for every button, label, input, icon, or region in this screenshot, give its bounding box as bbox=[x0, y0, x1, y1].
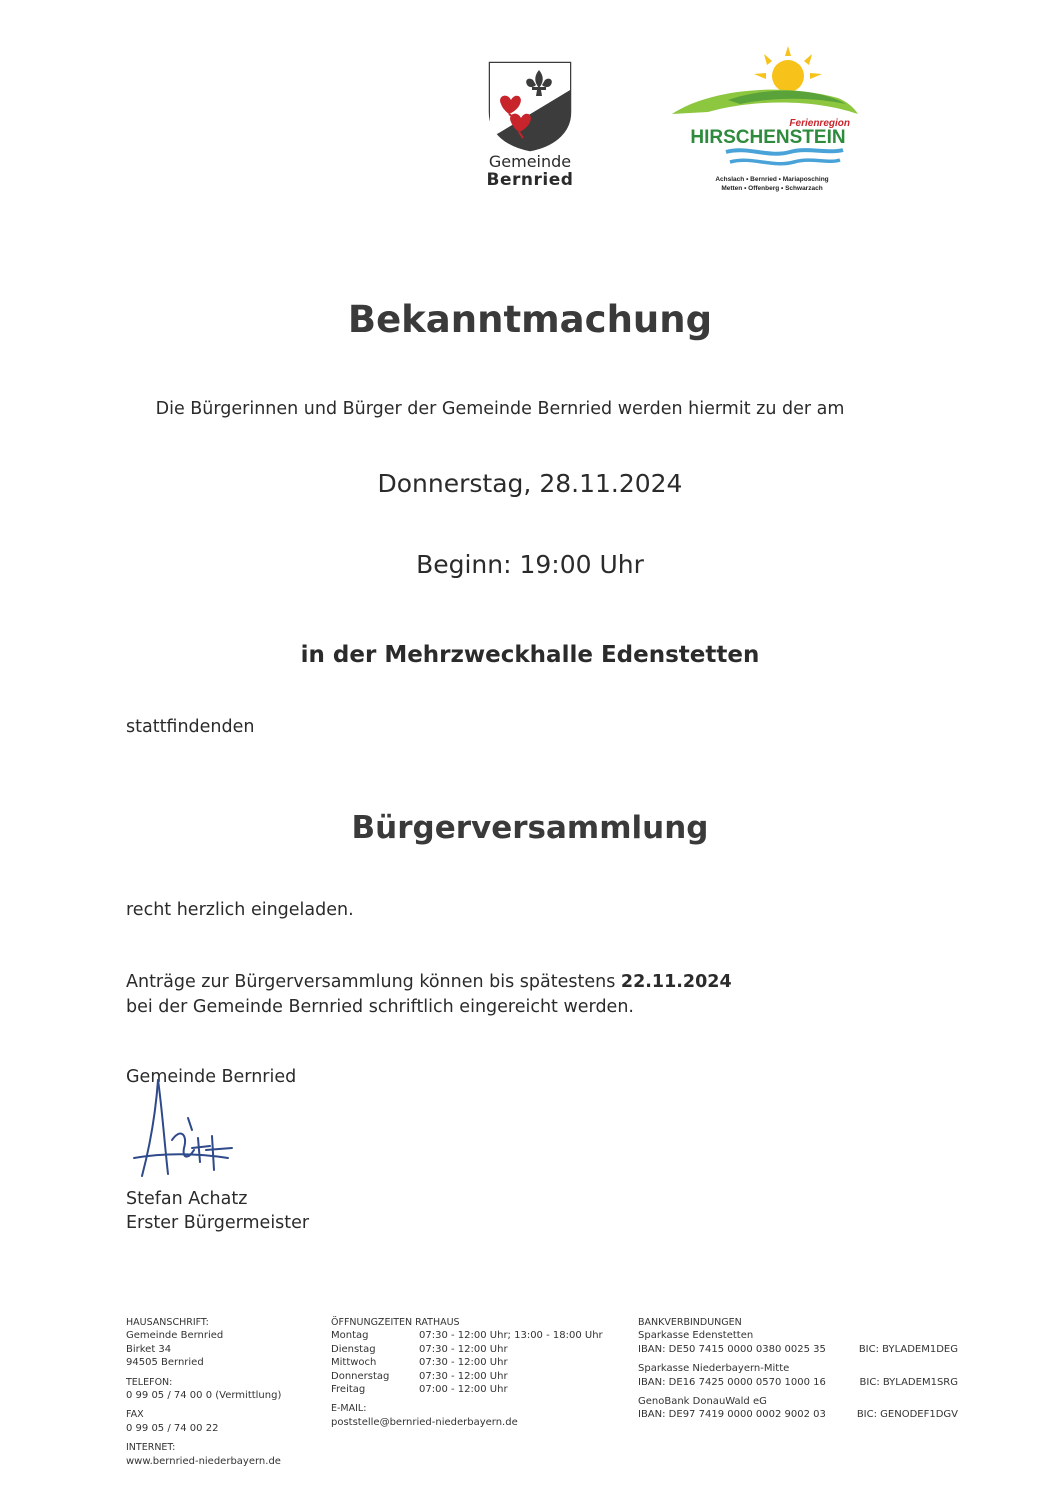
bank-iban: IBAN: DE50 7415 0000 0380 0025 35 bbox=[638, 1343, 826, 1355]
event-venue: in der Mehrzweckhalle Edenstetten bbox=[300, 642, 760, 668]
phone-label: TELEFON: bbox=[126, 1376, 173, 1388]
hours-day: Donnerstag bbox=[331, 1370, 390, 1382]
bank-row bbox=[638, 1376, 958, 1389]
bank-iban: IBAN: DE16 7425 0000 0570 1000 16 bbox=[638, 1376, 826, 1388]
stattfindenden-text: stattfindenden bbox=[126, 717, 255, 737]
bank-row bbox=[638, 1408, 958, 1421]
hours-time: 07:30 - 12:00 Uhr bbox=[419, 1357, 508, 1369]
hours-time: 07:30 - 12:00 Uhr bbox=[419, 1343, 508, 1355]
antraege-paragraph bbox=[126, 970, 732, 1020]
bank-bic: BIC: BYLADEM1SRG bbox=[859, 1376, 958, 1388]
ferienregion-hirschenstein-logo bbox=[668, 42, 868, 197]
hours-row bbox=[331, 1383, 603, 1396]
event-start-time: Beginn: 19:00 Uhr bbox=[416, 550, 644, 579]
ferienregion-tagline: Ferienregion bbox=[789, 118, 850, 129]
gemeinde-logo-line2: Bernried bbox=[486, 170, 574, 190]
bank-bic: BIC: BYLADEM1DEG bbox=[858, 1343, 958, 1355]
phone-number: 0 99 05 / 74 00 0 (Vermittlung) bbox=[126, 1390, 282, 1402]
email-label: E-MAIL: bbox=[331, 1403, 367, 1415]
address-line: 94505 Bernried bbox=[126, 1357, 204, 1369]
email-address: poststelle@bernried-niederbayern.de bbox=[331, 1416, 518, 1428]
sun-icon bbox=[754, 46, 822, 92]
banks-label: BANKVERBINDUNGEN bbox=[638, 1317, 742, 1328]
signature-organisation: Gemeinde Bernried bbox=[126, 1067, 297, 1087]
hours-day: Mittwoch bbox=[331, 1357, 377, 1369]
event-date: Donnerstag, 28.11.2024 bbox=[377, 469, 683, 498]
bank-bic: BIC: GENODEF1DGV bbox=[856, 1409, 958, 1421]
signer-name: Stefan Achatz bbox=[126, 1189, 248, 1209]
hours-time: 07:30 - 12:00 Uhr bbox=[419, 1370, 508, 1382]
page-title: Bekanntmachung bbox=[347, 298, 713, 341]
footer-bank-accounts bbox=[638, 1316, 958, 1422]
fax-label: FAX bbox=[126, 1409, 144, 1421]
hours-day: Montag bbox=[331, 1330, 369, 1342]
fax-number: 0 99 05 / 74 00 22 bbox=[126, 1422, 219, 1434]
antraege-deadline: 22.11.2024 bbox=[620, 972, 732, 992]
hours-row bbox=[331, 1356, 603, 1369]
event-name: Bürgerversammlung bbox=[351, 810, 709, 846]
bank-name: Sparkasse Niederbayern-Mitte bbox=[638, 1363, 790, 1375]
ferienregion-towns-line2: Metten • Offenberg • Schwarzach bbox=[721, 185, 823, 192]
invitation-text: recht herzlich eingeladen. bbox=[126, 900, 354, 920]
gemeinde-crest-logo bbox=[487, 60, 573, 152]
hours-table bbox=[331, 1329, 603, 1396]
hours-time: 07:00 - 12:00 Uhr bbox=[419, 1384, 508, 1396]
address-label: HAUSANSCHRIFT: bbox=[126, 1317, 209, 1328]
hours-time: 07:30 - 12:00 Uhr; 13:00 - 18:00 Uhr bbox=[419, 1330, 603, 1342]
intro-text: Die Bürgerinnen und Bürger der Gemeinde Bernried werden hiermit zu der am bbox=[155, 399, 845, 419]
bank-name: GenoBank DonauWald eG bbox=[638, 1396, 767, 1408]
internet-url: www.bernried-niederbayern.de bbox=[126, 1455, 281, 1467]
signer-title: Erster Bürgermeister bbox=[126, 1213, 310, 1233]
hours-row bbox=[331, 1329, 603, 1342]
bank-row bbox=[638, 1343, 958, 1356]
hours-day: Freitag bbox=[331, 1384, 366, 1396]
gemeinde-logo-text bbox=[470, 152, 590, 190]
gemeinde-logo-line1: Gemeinde bbox=[488, 152, 572, 171]
bank-name: Sparkasse Edenstetten bbox=[638, 1330, 754, 1342]
ferienregion-towns-line1: Achslach • Bernried • Mariaposching bbox=[715, 176, 829, 183]
ferienregion-name: HIRSCHENSTEIN bbox=[690, 127, 846, 148]
antraege-text: Anträge zur Bürgerversammlung können bis spätestens bbox=[126, 972, 621, 992]
bank-iban: IBAN: DE97 7419 0000 0002 9002 03 bbox=[638, 1409, 826, 1421]
footer-address bbox=[126, 1316, 281, 1468]
signer-block bbox=[126, 1187, 309, 1235]
hours-row bbox=[331, 1343, 603, 1356]
hours-label: ÖFFNUNGZEITEN RATHAUS bbox=[331, 1317, 460, 1328]
hours-row bbox=[331, 1370, 603, 1383]
address-line: Gemeinde Bernried bbox=[126, 1330, 224, 1342]
hours-day: Dienstag bbox=[331, 1343, 376, 1355]
antraege-line2: bei der Gemeinde Bernried schriftlich eingereicht werden. bbox=[126, 997, 634, 1017]
address-line: Birket 34 bbox=[126, 1343, 172, 1355]
footer-opening-hours bbox=[331, 1316, 603, 1429]
handwritten-signature bbox=[128, 1078, 248, 1188]
internet-label: INTERNET: bbox=[126, 1442, 176, 1454]
